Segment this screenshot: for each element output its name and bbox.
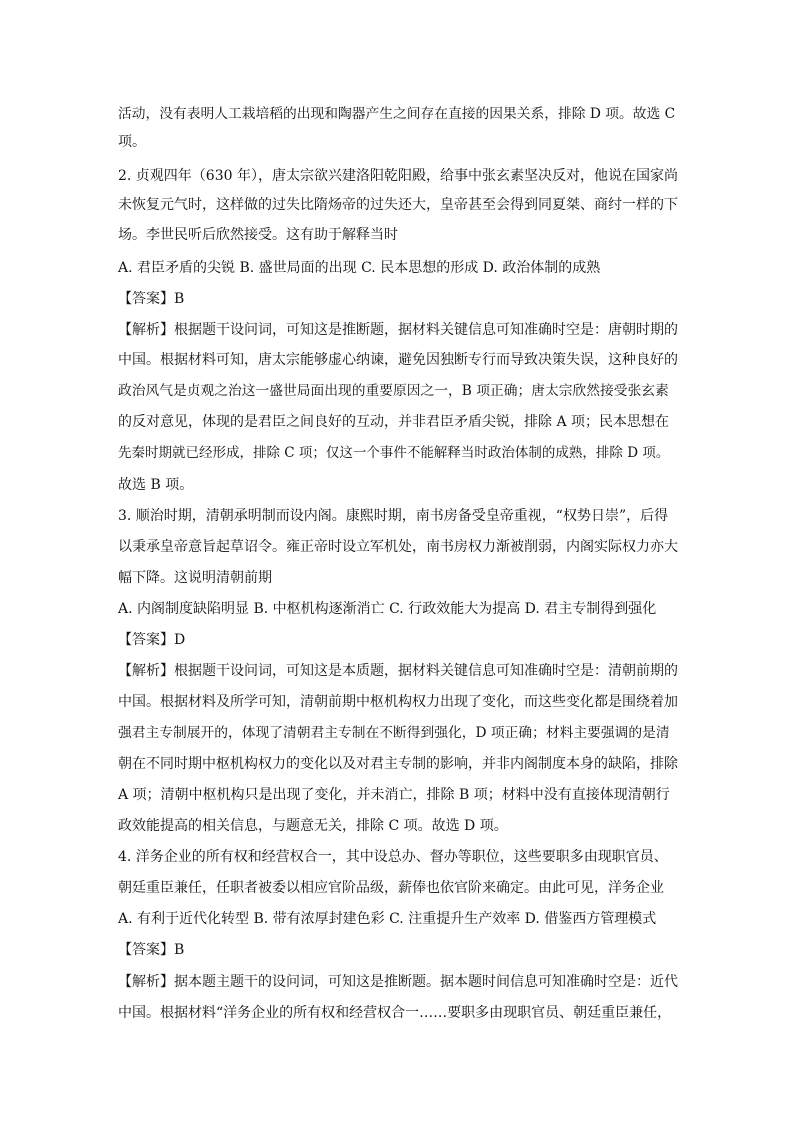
- question-3-stem: 幅下降。这说明清朝前期: [118, 570, 272, 586]
- text-line: 活动，没有表明人工栽培稻的出现和陶器产生之间存在直接的因果关系，排除 D 项。故选 C: [118, 106, 676, 122]
- question-2-analysis: 先秦时期就已经形成，排除 C 项；仅这一个事件不能解释当时政治体制的成熟，排除 D 项。: [118, 445, 670, 461]
- question-3-analysis: 朝在不同时期中枢机构权力的变化以及对君主专制的影响，并非内阁制度本身的缺陷，排除: [118, 756, 678, 772]
- question-2-options: A. 君臣矛盾的尖锐 B. 盛世局面的出现 C. 民本思想的形成 D. 政治体制的成熟: [118, 260, 601, 276]
- question-4-options: A. 有利于近代化转型 B. 带有浓厚封建色彩 C. 注重提升生产效率 D. 借鉴西方管理模式: [118, 911, 657, 927]
- question-4-analysis: 【解析】据本题主题干的设问词，可知这是推断题。据本题时间信息可知准确时空是：近代: [118, 974, 678, 990]
- question-2-analysis: 政治风气是贞观之治这一盛世局面出现的重要原因之一，B 项正确；唐太宗欣然接受张玄素: [118, 383, 669, 399]
- question-4-stem: 4. 洋务企业的所有权和经营权合一，其中设总办、督办等职位，这些要职多由现职官员、: [118, 849, 668, 865]
- question-3-analysis: A 项；清朝中枢机构只是出现了变化，并未消亡，排除 B 项；材料中没有直接体现清朝行: [118, 787, 670, 803]
- question-2-analysis: 故选 B 项。: [118, 477, 194, 493]
- question-3-analysis: 中国。根据材料及所学可知，清朝前期中枢机构权力出现了变化，而这些变化都是围绕着加: [118, 694, 678, 710]
- question-4-stem: 朝廷重臣兼任，任职者被委以相应官阶品级，薪俸也依官阶来确定。由此可见，洋务企业: [118, 880, 664, 896]
- question-3-analysis: 【解析】根据题干设问词，可知这是本质题，据材料关键信息可知准确时空是：清朝前期的: [118, 663, 678, 679]
- question-2-analysis: 的反对意见，体现的是君臣之间良好的互动，并非君臣矛盾尖锐，排除 A 项；民本思想在: [118, 414, 670, 430]
- text-line: 项。: [118, 134, 146, 150]
- question-2-analysis: 中国。根据材料可知，唐太宗能够虚心纳谏，避免因独断专行而导致决策失误，这种良好的: [118, 352, 678, 368]
- question-3-stem: 3. 顺治时期，清朝承明制而设内阁。康熙时期，南书房备受皇帝重视，“权势日崇”，后得: [118, 508, 669, 524]
- question-2-stem: 未恢复元气时，这样做的过失比隋炀帝的过失还大，皇帝甚至会得到同夏桀、商纣一样的下: [118, 197, 678, 213]
- question-2-stem: 场。李世民听后欣然接受。这有助于解释当时: [118, 227, 398, 243]
- question-2-answer: 【答案】B: [118, 291, 185, 307]
- question-4-answer: 【答案】B: [118, 942, 185, 958]
- question-3-analysis: 强君主专制展开的，体现了清朝君主专制在不断得到强化，D 项正确；材料主要强调的是清: [118, 725, 670, 741]
- question-3-options: A. 内阁制度缺陷明显 B. 中枢机构逐渐消亡 C. 行政效能大为提高 D. 君主专制得到强化: [118, 601, 657, 617]
- question-2-analysis: 【解析】根据题干设问词，可知这是推断题，据材料关键信息可知准确时空是：唐朝时期的: [118, 322, 678, 338]
- question-3-analysis: 政效能提高的相关信息，与题意无关，排除 C 项。故选 D 项。: [118, 818, 508, 834]
- question-2-stem: 2. 贞观四年（630 年），唐太宗欲兴建洛阳乾阳殿，给事中张玄素坚决反对，他说在国家尚: [118, 168, 678, 184]
- question-3-stem: 以秉承皇帝意旨起草诏令。雍正帝时设立军机处，南书房权力渐被削弱，内阁实际权力亦大: [118, 539, 678, 555]
- question-3-answer: 【答案】D: [118, 632, 186, 648]
- question-4-analysis: 中国。根据材料“洋务企业的所有权和经营权合一……要职多由现职官员、朝廷重臣兼任，: [118, 1005, 672, 1021]
